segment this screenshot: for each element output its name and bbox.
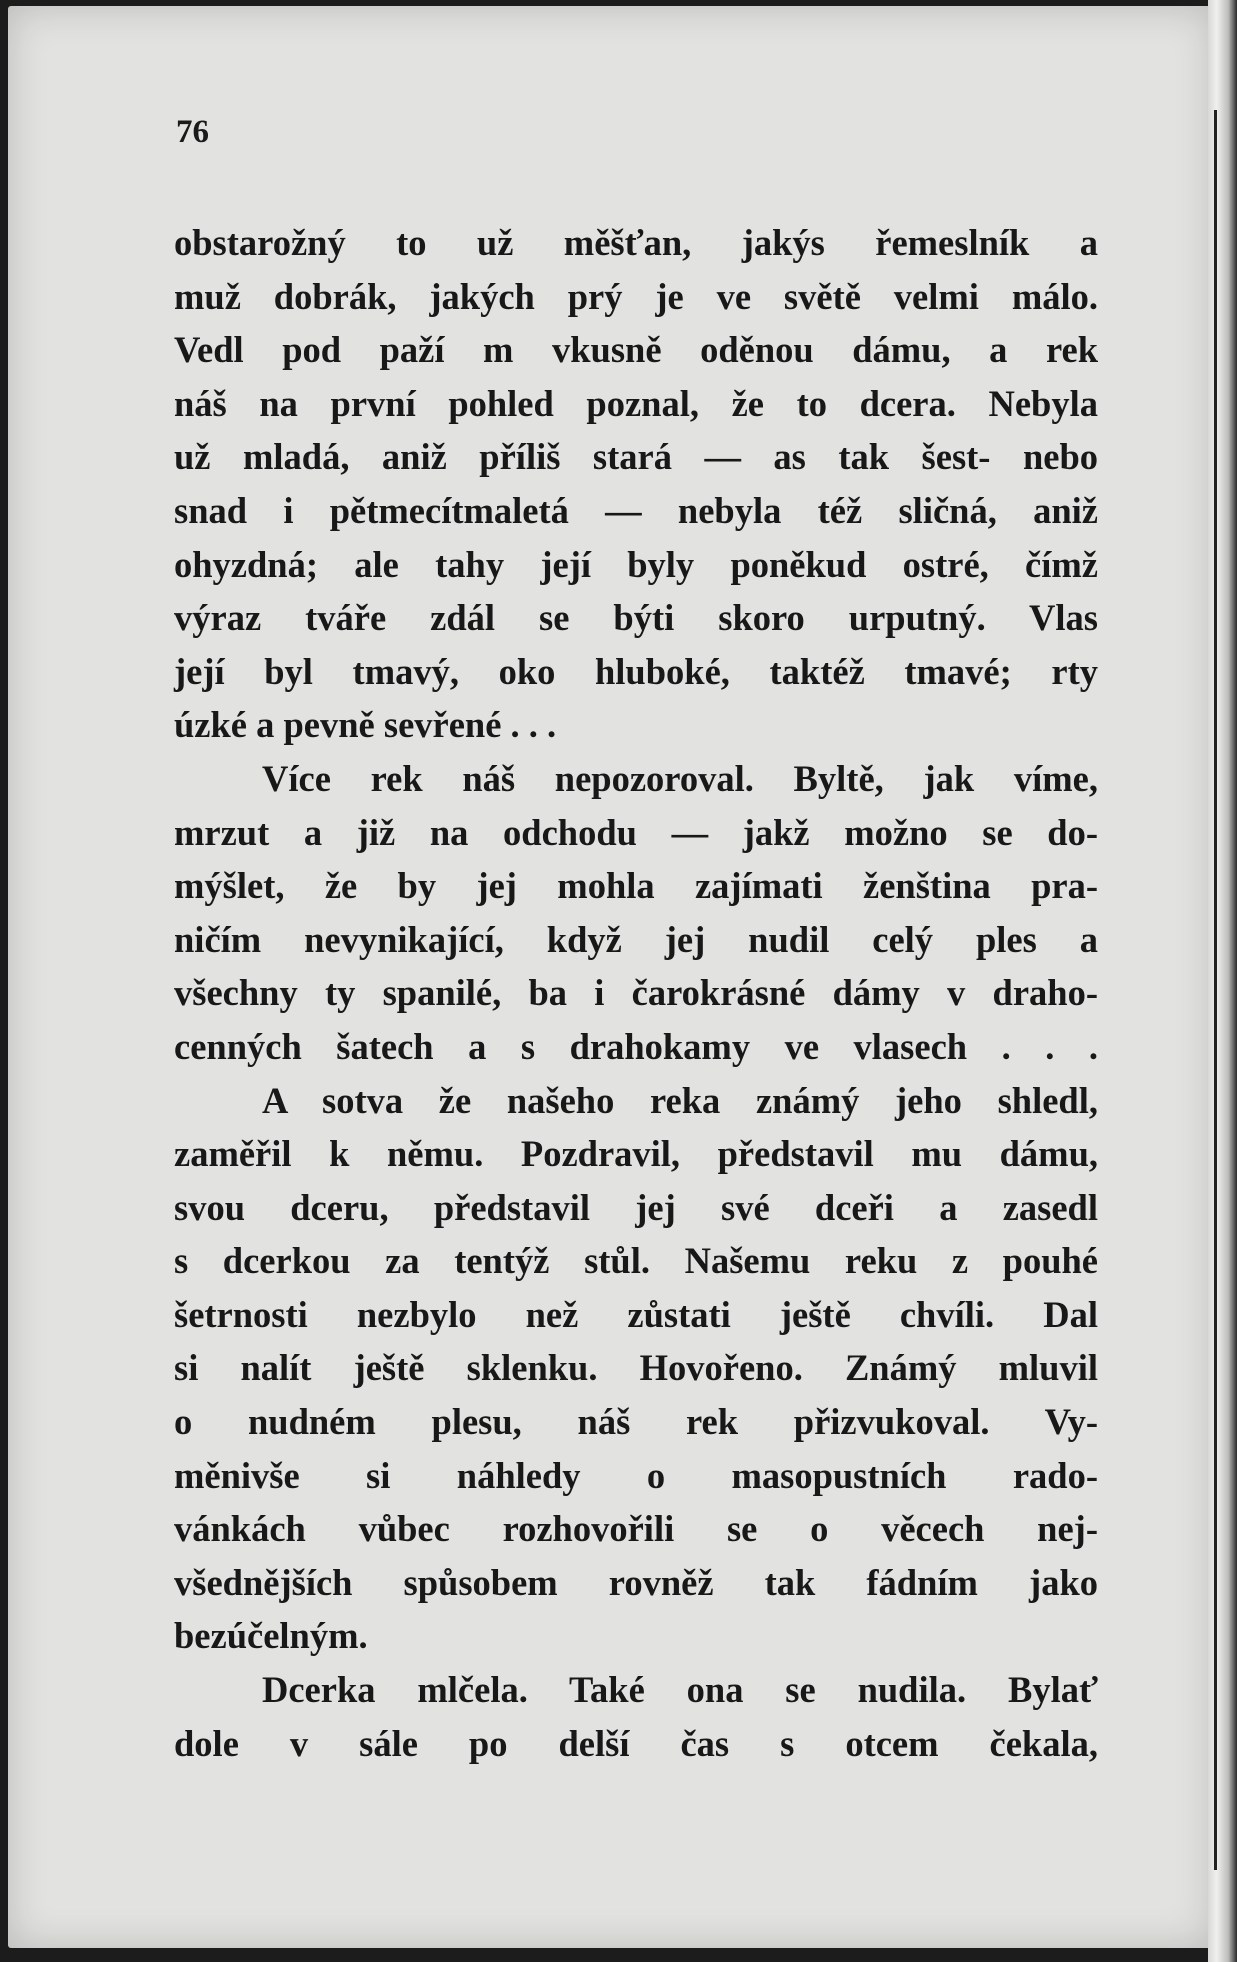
text-line: obstarožný to už měšťan, jakýs řemeslník a bbox=[174, 222, 1098, 263]
text-line: snad i pětmecítmaletá — nebyla též sličná, aniž bbox=[174, 489, 1098, 531]
text-line: všechny ty spanilé, ba i čarokrásné dámy v draho- bbox=[174, 972, 1098, 1014]
text-line: A sotva že našeho reka známý jeho shledl, bbox=[262, 1079, 1098, 1121]
text-line: Dcerka mlčela. Také ona se nudila. Bylať bbox=[262, 1669, 1098, 1711]
page-edge bbox=[1208, 0, 1237, 1962]
text-line: o nudném plesu, náš rek přizvukoval. Vy- bbox=[174, 1401, 1098, 1443]
text-line: dole v sále po delší čas s otcem čekala, bbox=[174, 1722, 1098, 1764]
text-line: vánkách vůbec rozhovořili se o věcech nej- bbox=[174, 1508, 1098, 1550]
book-page bbox=[8, 6, 1214, 1948]
body-text bbox=[174, 216, 1098, 1770]
text-line: mýšlet, že by jej mohla zajímati ženština pra- bbox=[174, 865, 1098, 907]
text-line: šetrnosti nezbylo než zůstati ještě chvíli. Dal bbox=[174, 1293, 1098, 1335]
text-line: Vedl pod paží m vkusně oděnou dámu, a rek bbox=[174, 329, 1098, 371]
text-line: zaměřil k němu. Pozdravil, představil mu dámu, bbox=[174, 1133, 1098, 1175]
text-line: s dcerkou za tentýž stůl. Našemu reku z pouhé bbox=[174, 1240, 1098, 1282]
text-line: si nalít ještě sklenku. Hovořeno. Známý mluvil bbox=[174, 1347, 1098, 1389]
text-line: už mladá, aniž příliš stará — as tak šest- nebo bbox=[174, 436, 1098, 478]
text-line: cenných šatech a s drahokamy ve vlasech . . . bbox=[174, 1025, 1098, 1067]
text-line: muž dobrák, jakých prý je ve světě velmi málo. bbox=[174, 275, 1098, 317]
text-line: úzké a pevně sevřené . . . bbox=[174, 704, 557, 746]
text-line: svou dceru, představil jej své dceři a zasedl bbox=[174, 1186, 1098, 1228]
text-line: Více rek náš nepozoroval. Byltě, jak víme, bbox=[262, 757, 1098, 799]
text-line: všednějších spůsobem rovněž tak fádním jako bbox=[174, 1561, 1098, 1603]
text-line: ničím nevynikající, když jej nudil celý ples a bbox=[174, 918, 1098, 960]
text-line: ohyzdná; ale tahy její byly poněkud ostré, čímž bbox=[174, 543, 1098, 585]
page-number: 76 bbox=[176, 114, 209, 150]
binding-edge-line bbox=[1214, 110, 1217, 1870]
text-line: její byl tmavý, oko hluboké, taktéž tmavé; rty bbox=[174, 650, 1098, 692]
text-line: mrzut a již na odchodu — jakž možno se do- bbox=[174, 811, 1098, 853]
text-line: měnivše si náhledy o masopustních rado- bbox=[174, 1454, 1098, 1496]
text-line: bezúčelným. bbox=[174, 1615, 368, 1657]
text-line: náš na první pohled poznal, že to dcera. Nebyla bbox=[174, 382, 1098, 424]
text-line: výraz tváře zdál se býti skoro urputný. Vlas bbox=[174, 597, 1098, 639]
